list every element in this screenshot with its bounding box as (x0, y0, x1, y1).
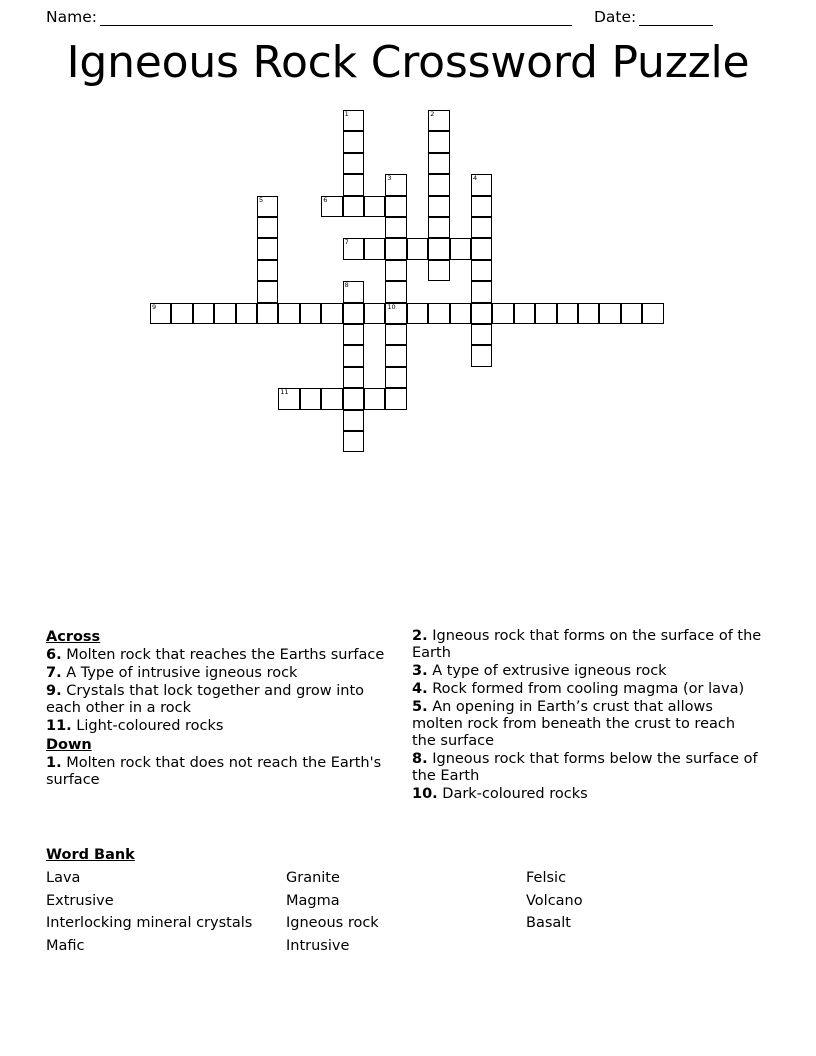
page-title: Igneous Rock Crossword Puzzle (66, 37, 750, 88)
crossword-cell[interactable] (428, 238, 449, 259)
crossword-cell[interactable] (385, 367, 406, 388)
crossword-cell-number: 4 (473, 174, 478, 183)
crossword-cell[interactable] (471, 196, 492, 217)
clue-down-3 (412, 663, 762, 680)
word-bank-item: Volcano (526, 892, 583, 909)
clue-number: 8. (412, 751, 428, 767)
crossword-cell[interactable] (257, 260, 278, 281)
crossword-cell[interactable] (343, 303, 364, 324)
crossword-cell[interactable] (471, 303, 492, 324)
crossword-cell[interactable] (428, 260, 449, 281)
crossword-cell-number: 6 (323, 195, 328, 204)
crossword-cell[interactable] (171, 303, 192, 324)
crossword-cell[interactable] (471, 174, 492, 195)
crossword-cell[interactable] (214, 303, 235, 324)
clue-across-6 (46, 647, 396, 664)
crossword-cell[interactable] (450, 238, 471, 259)
crossword-cell[interactable] (193, 303, 214, 324)
crossword-cell[interactable] (642, 303, 663, 324)
crossword-cell[interactable] (428, 153, 449, 174)
crossword-cell[interactable] (450, 303, 471, 324)
clue-number: 6. (46, 647, 62, 663)
crossword-cell[interactable] (343, 367, 364, 388)
crossword-cell[interactable] (428, 303, 449, 324)
crossword-cell[interactable] (321, 196, 342, 217)
crossword-cell-number: 5 (259, 195, 264, 204)
word-bank-item: Basalt (526, 915, 571, 931)
crossword-grid[interactable] (0, 0, 816, 470)
word-bank-item: Interlocking mineral crystals (46, 915, 253, 931)
crossword-cell[interactable] (385, 281, 406, 302)
crossword-cell[interactable] (343, 431, 364, 452)
across-heading: Across (46, 629, 101, 645)
clue-down-8 (412, 751, 762, 785)
crossword-cell[interactable] (257, 281, 278, 302)
crossword-cell[interactable] (471, 260, 492, 281)
clue-down-2 (412, 628, 762, 662)
crossword-cell[interactable] (385, 303, 406, 324)
crossword-cell[interactable] (407, 238, 428, 259)
crossword-cell[interactable] (428, 131, 449, 152)
clue-text: An opening in Earth’s crust that allows molten rock from beneath the crust to reach the surface (412, 699, 736, 749)
crossword-cell[interactable] (428, 196, 449, 217)
crossword-cell-number: 9 (152, 302, 157, 311)
crossword-cell[interactable] (385, 388, 406, 409)
crossword-cell[interactable] (343, 345, 364, 366)
clue-number: 5. (412, 699, 428, 715)
crossword-cell[interactable] (343, 153, 364, 174)
crossword-cell[interactable] (150, 303, 171, 324)
clue-down-4 (412, 681, 762, 698)
clue-number: 1. (46, 755, 62, 771)
word-bank-item: Felsic (526, 870, 567, 886)
crossword-cell[interactable] (385, 217, 406, 238)
crossword-cell[interactable] (364, 196, 385, 217)
crossword-cell[interactable] (492, 303, 513, 324)
crossword-cell[interactable] (471, 345, 492, 366)
word-bank-item (526, 935, 726, 958)
clue-text: Molten rock that does not reach the Earth's surface (46, 755, 382, 788)
clue-across-11 (46, 718, 396, 735)
crossword-cell[interactable] (471, 217, 492, 238)
word-bank-item: Magma (286, 892, 340, 909)
crossword-cell[interactable] (343, 324, 364, 345)
crossword-cell-number: 11 (280, 388, 289, 397)
crossword-cell[interactable] (257, 196, 278, 217)
crossword-cell-number: 8 (344, 281, 349, 290)
word-bank-heading: Word Bank (46, 847, 135, 863)
crossword-cell[interactable] (428, 174, 449, 195)
crossword-cell[interactable] (236, 303, 257, 324)
clue-down-10 (412, 786, 762, 803)
clue-text: Crystals that lock together and grow into each other in a rock (46, 683, 365, 716)
date-label: Date: (593, 8, 637, 26)
crossword-cell[interactable] (278, 303, 299, 324)
word-bank-item: Lava (46, 870, 81, 886)
clue-text: A type of extrusive igneous rock (432, 663, 667, 679)
crossword-cell[interactable] (300, 303, 321, 324)
clue-across-7 (46, 665, 396, 682)
crossword-cell[interactable] (599, 303, 620, 324)
crossword-cell[interactable] (343, 238, 364, 259)
clue-number: 7. (46, 665, 62, 681)
clue-number: 4. (412, 681, 428, 697)
crossword-cell[interactable] (471, 281, 492, 302)
word-bank-item: Extrusive (46, 892, 114, 909)
name-label: Name: (46, 8, 97, 26)
clue-text: Light-coloured rocks (76, 718, 224, 734)
crossword-cell[interactable] (428, 110, 449, 131)
clue-number: 2. (412, 628, 428, 644)
clue-number: 9. (46, 683, 62, 699)
crossword-cell[interactable] (428, 217, 449, 238)
crossword-cell[interactable] (471, 324, 492, 345)
crossword-cell[interactable] (385, 324, 406, 345)
word-bank-section (46, 845, 770, 957)
clue-text: Igneous rock that forms on the surface of the Earth (412, 628, 762, 661)
crossword-cell[interactable] (257, 217, 278, 238)
crossword-cell[interactable] (343, 410, 364, 431)
word-bank-item: Mafic (46, 937, 85, 954)
crossword-cell[interactable] (343, 174, 364, 195)
crossword-cell[interactable] (471, 238, 492, 259)
crossword-cell[interactable] (364, 303, 385, 324)
crossword-cell[interactable] (364, 238, 385, 259)
crossword-cell[interactable] (385, 196, 406, 217)
crossword-cell[interactable] (385, 260, 406, 281)
crossword-cell[interactable] (343, 388, 364, 409)
down-heading: Down (46, 737, 92, 753)
crossword-cell[interactable] (343, 281, 364, 302)
word-bank-row (46, 867, 770, 890)
crossword-cell-number: 3 (387, 174, 392, 183)
crossword-cell[interactable] (364, 388, 385, 409)
crossword-cell[interactable] (385, 345, 406, 366)
clue-number: 10. (412, 786, 438, 802)
crossword-cell[interactable] (257, 303, 278, 324)
clue-down-1 (46, 755, 396, 789)
clue-number: 11. (46, 718, 72, 734)
crossword-cell[interactable] (621, 303, 642, 324)
clue-text: Molten rock that reaches the Earths surface (66, 647, 385, 663)
word-bank-item: Granite (286, 870, 340, 886)
crossword-cell-number: 7 (344, 238, 349, 247)
clue-down-5 (412, 699, 762, 750)
crossword-cell[interactable] (385, 238, 406, 259)
word-bank-item: Intrusive (286, 937, 350, 954)
clue-across-9 (46, 683, 396, 717)
crossword-cell-number: 1 (344, 110, 349, 118)
clues-left-column (46, 628, 396, 790)
crossword-cell[interactable] (343, 110, 364, 131)
crossword-cell[interactable] (257, 238, 278, 259)
clue-text: Dark-coloured rocks (442, 786, 588, 802)
crossword-cell[interactable] (407, 303, 428, 324)
crossword-cell[interactable] (343, 196, 364, 217)
crossword-cell[interactable] (535, 303, 556, 324)
clue-text: Rock formed from cooling magma (or lava) (432, 681, 745, 697)
crossword-cell[interactable] (321, 303, 342, 324)
word-bank-item: Igneous rock (286, 915, 379, 931)
word-bank-row (46, 890, 770, 913)
clue-text: A Type of intrusive igneous rock (66, 665, 298, 681)
crossword-cell[interactable] (578, 303, 599, 324)
clue-number: 3. (412, 663, 428, 679)
word-bank-row (46, 935, 770, 958)
clue-text: Igneous rock that forms below the surface of the Earth (412, 751, 758, 784)
clues-right-column (412, 628, 762, 804)
crossword-cell-number: 10 (387, 302, 396, 311)
crossword-cell[interactable] (321, 388, 342, 409)
crossword-cell[interactable] (343, 131, 364, 152)
crossword-cell[interactable] (557, 303, 578, 324)
crossword-cell-number: 2 (430, 110, 435, 118)
crossword-cell[interactable] (385, 174, 406, 195)
crossword-cell[interactable] (300, 388, 321, 409)
word-bank-row (46, 912, 770, 935)
crossword-cell[interactable] (514, 303, 535, 324)
crossword-cell[interactable] (278, 388, 299, 409)
